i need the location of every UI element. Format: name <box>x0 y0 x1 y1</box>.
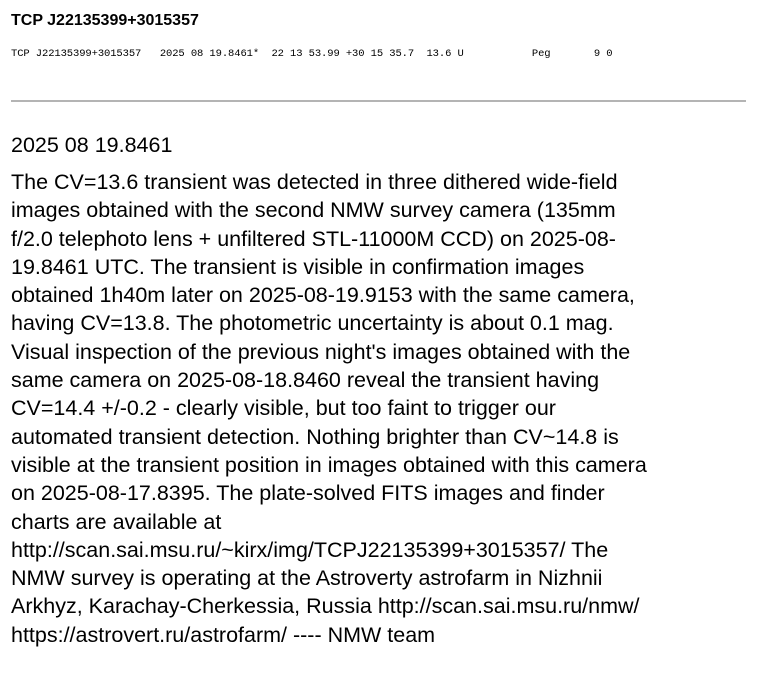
report-line: CV=14.4 +/-0.2 - clearly visible, but too faint to trigger our <box>11 396 556 421</box>
report-line: NMW survey is operating at the Astroverty astrofarm in Nizhnii <box>11 566 603 591</box>
object-summary-line: TCP J22135399+3015357 2025 08 19.8461* 22 13 53.99 +30 15 35.7 13.6 U Peg 9 0 <box>11 48 613 60</box>
report-line: Visual inspection of the previous night's images obtained with the <box>11 339 631 364</box>
page-title: TCP J22135399+3015357 <box>11 12 199 29</box>
divider <box>11 100 746 102</box>
report-line: f/2.0 telephoto lens + unfiltered STL-11000M CCD) on 2025-08- <box>11 226 616 251</box>
report-line: The CV=13.6 transient was detected in three dithered wide-field <box>11 170 618 194</box>
report-line: same camera on 2025-08-18.8460 reveal the transient having <box>11 368 600 393</box>
report-body <box>11 168 751 649</box>
report-line: https://astrovert.ru/astrofarm/ ---- NMW team <box>11 622 436 647</box>
report-line: charts are available at <box>11 509 222 534</box>
report-line: automated transient detection. Nothing brighter than CV~14.8 is <box>11 424 619 449</box>
report-line: having CV=13.8. The photometric uncertainty is about 0.1 mag. <box>11 311 614 336</box>
report-line: visible at the transient position in images obtained with this camera <box>11 452 647 477</box>
report-line: http://scan.sai.msu.ru/~kirx/img/TCPJ22135399+3015357/ The <box>11 537 609 562</box>
report-line: on 2025-08-17.8395. The plate-solved FITS images and finder <box>11 481 605 506</box>
report-date: 2025 08 19.8461 <box>11 133 173 157</box>
report-line: obtained 1h40m later on 2025-08-19.9153 with the same camera, <box>11 283 635 308</box>
report-line: 19.8461 UTC. The transient is visible in confirmation images <box>11 254 585 279</box>
report-line: Arkhyz, Karachay-Cherkessia, Russia http://scan.sai.msu.ru/nmw/ <box>11 594 640 619</box>
report-line: images obtained with the second NMW survey camera (135mm <box>11 198 616 223</box>
